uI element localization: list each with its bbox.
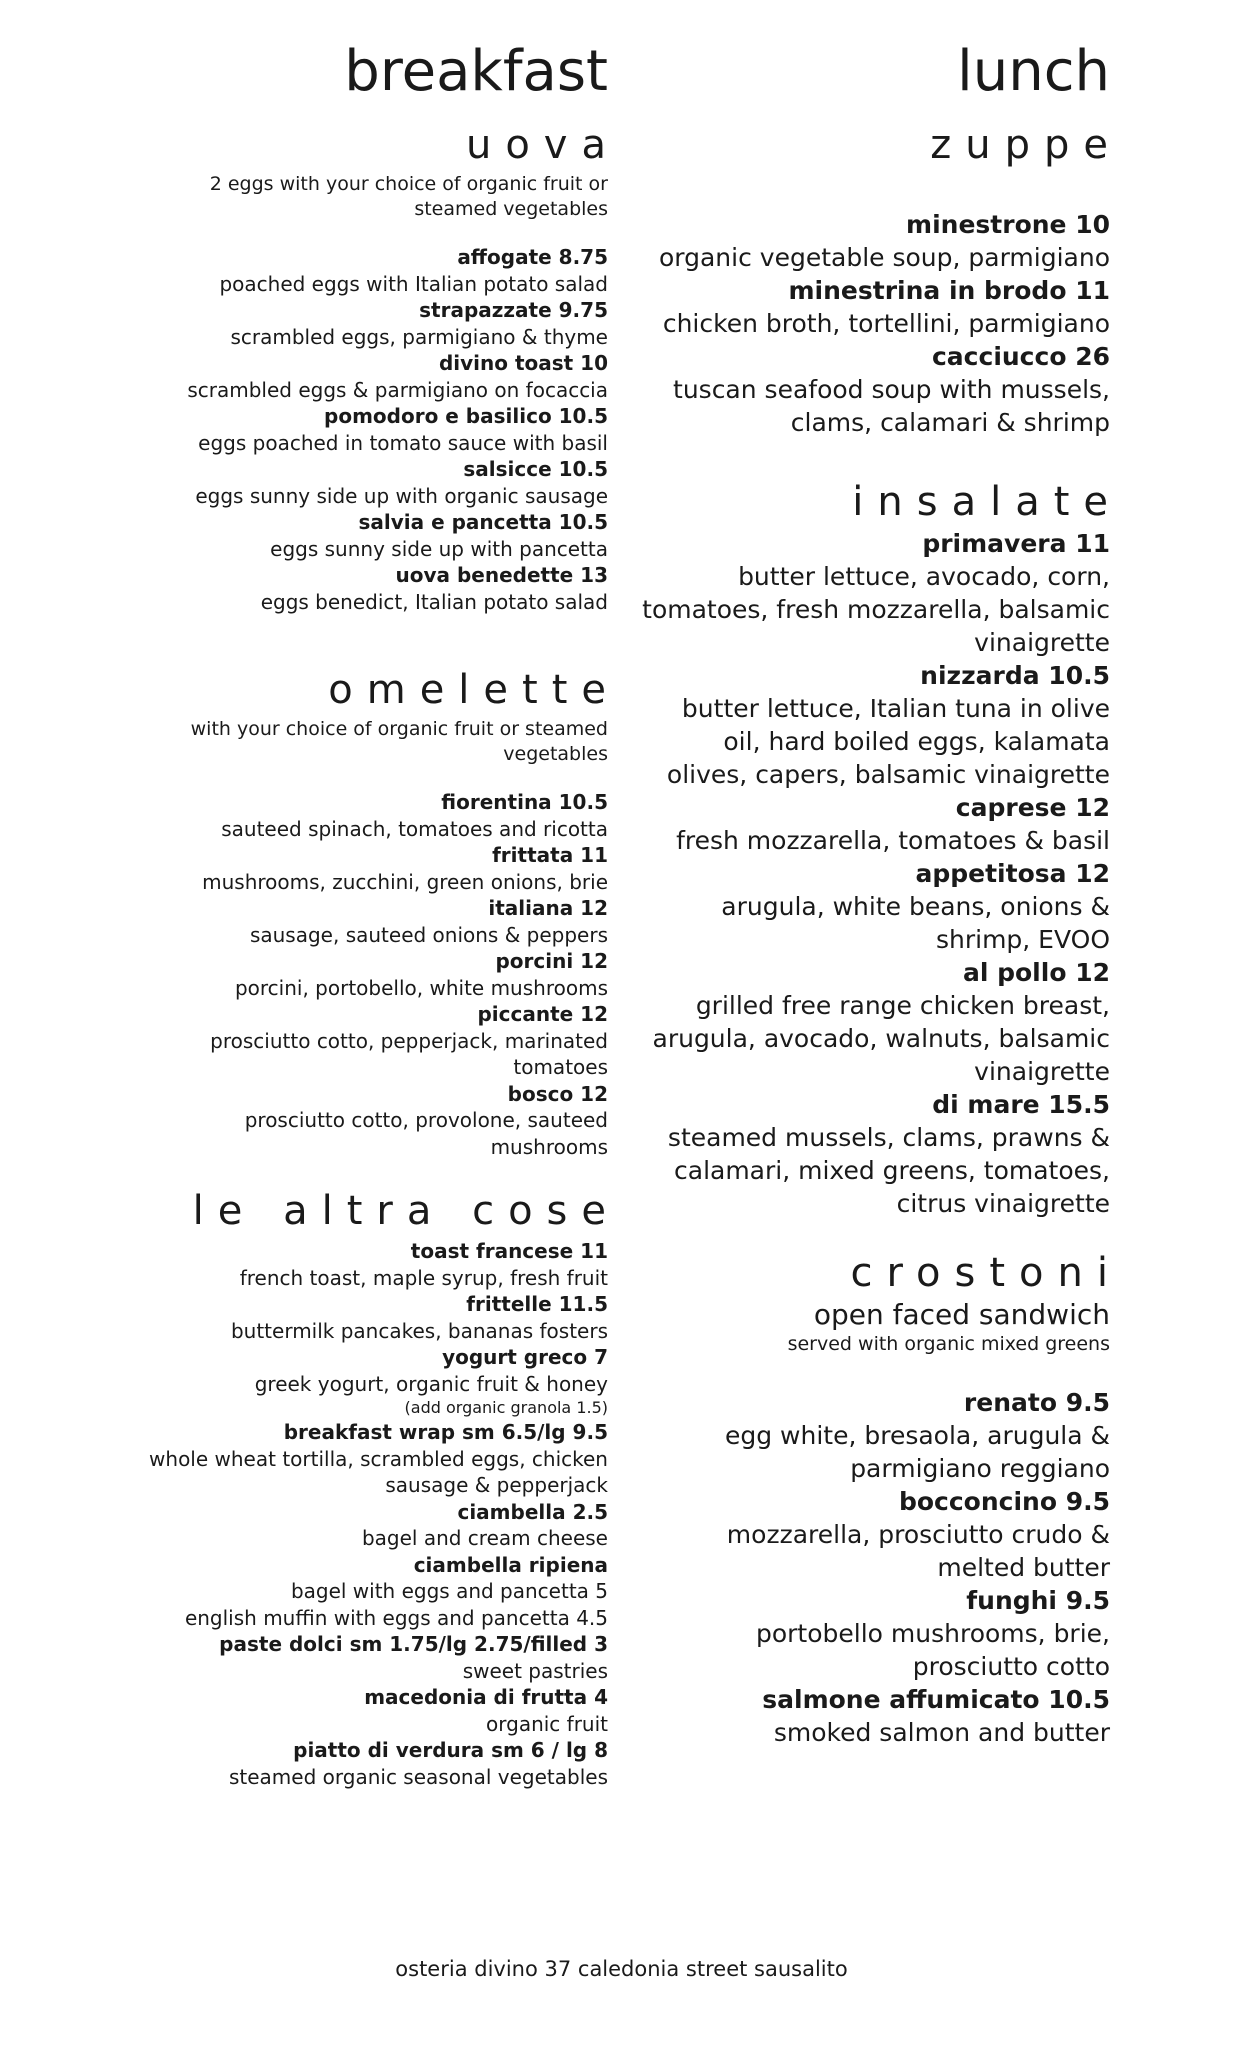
menu-item-desc: scrambled eggs, parmigiano & thyme — [230, 324, 608, 349]
menu-item-desc: sausage, sauteed onions & peppers — [249, 922, 608, 947]
menu-item-name: porcini 12 — [495, 949, 608, 973]
omelette-section — [130, 667, 620, 1160]
uova-section — [130, 122, 620, 615]
menu-item-desc: sauteed spinach, tomatoes and ricotta — [221, 816, 608, 841]
menu-item-desc: steamed mussels, clams, prawns & calamari, mixed greens, tomatoes, citrus vinaigrette — [667, 1123, 1110, 1218]
breakfast-column — [130, 39, 620, 1790]
menu-item-note: (add organic granola 1.5) — [404, 1398, 608, 1417]
menu-item-desc: english muffin with eggs and pancetta 4.5 — [184, 1605, 608, 1630]
menu-item-name: italiana 12 — [488, 896, 608, 920]
menu-item-desc: eggs sunny side up with organic sausage — [195, 483, 608, 508]
menu-item-name: funghi 9.5 — [966, 1586, 1110, 1615]
menu-item-name: al pollo 12 — [962, 958, 1110, 987]
menu-item-name: nizzarda 10.5 — [920, 661, 1110, 690]
menu-item-desc: porcini, portobello, white mushrooms — [234, 975, 608, 1000]
menu-item-name: frittata 11 — [492, 843, 608, 867]
menu-item-desc: mushrooms, zucchini, green onions, brie — [202, 869, 608, 894]
menu-item-desc: arugula, white beans, onions & shrimp, EVOO — [721, 892, 1110, 954]
menu-item-desc: tuscan seafood soup with mussels, clams, calamari & shrimp — [673, 375, 1110, 437]
menu-item-desc: sweet pastries — [462, 1658, 608, 1683]
menu-item-name: affogate 8.75 — [457, 245, 608, 269]
insalate-section — [640, 479, 1122, 1220]
menu-item-desc: eggs poached in tomato sauce with basil — [198, 430, 608, 455]
menu-item-desc: scrambled eggs & parmigiano on focaccia — [187, 377, 608, 402]
menu-item-desc: smoked salmon and butter — [773, 1718, 1110, 1747]
menu-item-name: ciambella 2.5 — [457, 1499, 608, 1524]
menu-item-name: frittelle 11.5 — [466, 1292, 608, 1316]
menu-item-name: fiorentina 10.5 — [441, 790, 608, 814]
menu-item-name: toast francese 11 — [410, 1239, 608, 1263]
menu-item-desc: prosciutto cotto, pepperjack, marinated tomatoes — [210, 1028, 608, 1079]
menu-item-desc: chicken broth, tortellini, parmigiano — [662, 309, 1110, 338]
crostoni-title: crostoni — [850, 1250, 1122, 1296]
crostoni-subtitle: open faced sandwich — [813, 1298, 1110, 1331]
menu-item-name: renato 9.5 — [963, 1388, 1110, 1417]
insalate-title: insalate — [852, 479, 1122, 525]
menu-item-desc: portobello mushrooms, brie, prosciutto cotto — [755, 1619, 1110, 1681]
crostoni-section — [640, 1250, 1122, 1749]
footer-address: osteria divino 37 caledonia street sausalito — [395, 1957, 848, 1981]
menu-item-name: caprese 12 — [955, 793, 1110, 822]
menu-item-desc: fresh mozzarella, tomatoes & basil — [676, 826, 1110, 855]
menu-item-name: paste dolci sm 1.75/lg 2.75/filled 3 — [219, 1632, 608, 1656]
omelette-intro: with your choice of organic fruit or steamed vegetables — [190, 718, 608, 765]
menu-item-name: breakfast wrap sm 6.5/lg 9.5 — [283, 1420, 608, 1444]
menu-item-name: di mare 15.5 — [932, 1090, 1110, 1119]
menu-item-name: salvia e pancetta 10.5 — [358, 510, 608, 534]
menu-item-desc: mozzarella, prosciutto crudo & melted butter — [726, 1520, 1110, 1582]
menu-item-desc: butter lettuce, Italian tuna in olive oil, hard boiled eggs, kalamata olives, capers, balsamic vinaigrette — [666, 694, 1110, 789]
menu-item-name: macedonia di frutta 4 — [364, 1685, 608, 1709]
menu-item-desc: eggs sunny side up with pancetta — [270, 536, 608, 561]
menu-item-name: salsicce 10.5 — [463, 457, 608, 481]
zuppe-section — [640, 122, 1122, 439]
menu-item-name: pomodoro e basilico 10.5 — [324, 404, 608, 428]
menu-item-desc: grilled free range chicken breast, arugula, avocado, walnuts, balsamic vinaigrette — [652, 991, 1110, 1086]
menu-item-name: cacciucco 26 — [931, 342, 1110, 371]
uova-intro: 2 eggs with your choice of organic fruit or steamed vegetables — [209, 173, 608, 220]
menu-item-name: yogurt greco 7 — [442, 1345, 608, 1369]
menu-item-name: bosco 12 — [507, 1081, 608, 1106]
menu-item-desc: organic vegetable soup, parmigiano — [658, 243, 1110, 272]
zuppe-title: zuppe — [930, 122, 1122, 168]
altra-cose-title: le altra cose — [192, 1188, 620, 1234]
lunch-column — [640, 39, 1122, 1749]
menu-item-name: piatto di verdura sm 6 / lg 8 — [293, 1738, 608, 1762]
lunch-heading: lunch — [957, 39, 1110, 104]
menu-item-name: minestrina in brodo 11 — [788, 276, 1110, 305]
uova-title: uova — [465, 122, 620, 168]
menu-item-name: minestrone 10 — [906, 210, 1110, 239]
menu-item-name: bocconcino 9.5 — [898, 1487, 1110, 1516]
menu-item-desc: bagel and cream cheese — [361, 1526, 608, 1550]
breakfast-heading: breakfast — [344, 39, 608, 104]
menu-item-desc: greek yogurt, organic fruit & honey — [254, 1371, 608, 1396]
menu-item-desc: steamed organic seasonal vegetables — [228, 1764, 608, 1789]
menu-item-desc: organic fruit — [486, 1711, 608, 1736]
menu-item-name: ciambella ripiena — [413, 1552, 608, 1577]
menu-item-name: primavera 11 — [922, 529, 1110, 558]
altra-cose-section — [130, 1188, 620, 1790]
menu-item-desc: bagel with eggs and pancetta 5 — [290, 1579, 608, 1603]
menu-item-name: strapazzate 9.75 — [419, 298, 608, 322]
omelette-title: omelette — [328, 667, 620, 713]
menu-item-desc: french toast, maple syrup, fresh fruit — [239, 1265, 608, 1290]
menu-item-desc: eggs benedict, Italian potato salad — [260, 589, 608, 614]
menu-item-desc: prosciutto cotto, provolone, sauteed mushrooms — [244, 1108, 608, 1159]
menu-item-desc: whole wheat tortilla, scrambled eggs, chicken sausage & pepperjack — [149, 1446, 608, 1497]
menu-item-name: divino toast 10 — [438, 351, 608, 375]
menu-item-desc: buttermilk pancakes, bananas fosters — [230, 1318, 608, 1343]
menu-item-name: uova benedette 13 — [395, 563, 608, 587]
menu-item-name: salmone affumicato 10.5 — [762, 1685, 1110, 1714]
menu-item-name: piccante 12 — [477, 1002, 608, 1026]
menu-item-desc: butter lettuce, avocado, corn, tomatoes, fresh mozzarella, balsamic vinaigrette — [642, 562, 1110, 657]
crostoni-note: served with organic mixed greens — [787, 1333, 1110, 1355]
menu-item-desc: poached eggs with Italian potato salad — [219, 271, 608, 296]
menu-item-desc: egg white, bresaola, arugula & parmigiano reggiano — [724, 1421, 1110, 1483]
menu-item-name: appetitosa 12 — [915, 859, 1110, 888]
